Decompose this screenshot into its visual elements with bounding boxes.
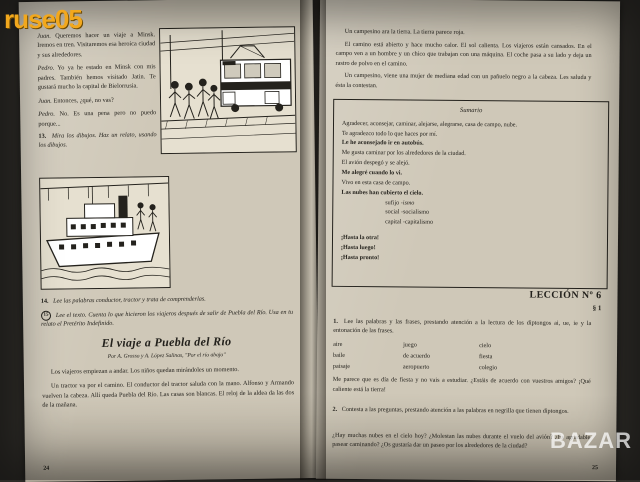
continued-story-text <box>335 27 592 96</box>
story-paragraph: Los viajeros empiezan a andar. Los niños quedan mirándoles un momento. <box>42 364 294 377</box>
vocab-line: Le he aconsejado ir en autobús. <box>342 139 600 151</box>
word-cell: baile <box>333 351 403 361</box>
derivation-left: social <box>385 210 399 216</box>
word-cell: fiesta <box>479 352 539 362</box>
word-cell: de acuerdo <box>403 351 479 361</box>
exercise-text: Mira los dibujos. Haz un relato, usando los dibujos. <box>39 131 157 149</box>
word-cell: paisaje <box>333 362 403 372</box>
exclamation-line: ¡Hasta pronto! <box>341 254 599 266</box>
derivation-left: sufijo <box>385 200 399 206</box>
right-page <box>316 0 620 481</box>
exercise-13 <box>38 131 156 151</box>
word-cell: aeropuerto <box>403 363 479 373</box>
vocab-line: Vivo en esta casa de campo. <box>341 179 599 191</box>
word-cell: colegio <box>479 363 539 373</box>
exclamation-line: ¡Hasta luego! <box>341 244 599 256</box>
vocab-line: Me alegré cuando lo vi. <box>342 169 600 181</box>
story-paragraph: El camino está abierto y hace mucho calor. El sol calienta. Los viajeros están cansados. En el campo ven a un hombre y un chico que trabajan con una máquina. El coche pasa a su lado y deja un rastro de polvo en el camino. <box>335 39 591 70</box>
vocab-line: Las nubes han cubierto el cielo. <box>341 189 599 201</box>
dialog-line <box>38 108 156 129</box>
dialog-text: No. Es una pena pero no puedo porque... <box>38 109 156 127</box>
exercise-number: 1. <box>333 317 338 326</box>
exercise-text: Lee el texto. Cuenta lo que hicieron los viajeros después de salir de Puebla del Río. Usa en tu relato el Pretérito Indefinido. <box>41 309 293 329</box>
dialog-speaker: Juan. <box>38 97 52 104</box>
summary-title: Sumario <box>342 105 600 118</box>
lesson-heading: LECCIÓN Nº 6 <box>529 289 601 304</box>
ship-and-pier-illustration <box>39 176 171 290</box>
story-paragraph: Un tractor va por el camino. El conductor del tractor saluda con la mano. Alfonso y Armando vuelven la cabeza. Allí queda Puebla del Río. Las casas son blancas. El reloj de la aldea da las dos de la mañana. <box>42 378 294 411</box>
dialog-text: Queremos hacer un viaje a Minsk. Iremos en tren. Visitaremos esa heroica ciudad y sus alrededores. <box>37 31 155 59</box>
exercise-number: 14. <box>41 298 49 307</box>
dialog-line <box>38 95 156 106</box>
story-paragraph: Un campesino ara la tierra. La tierra parece roja. <box>336 27 592 39</box>
dialog-speaker: Juan. <box>37 33 51 40</box>
exercise-2 <box>332 405 590 417</box>
vocab-line: El avión despegó y se alejó. <box>342 159 600 171</box>
dialog-text: Yo ya he estado en Minsk con mis padres. También hemos visitado Jatin. Te gustará mucho la capital de Bielorrusia. <box>38 63 156 91</box>
story-paragraph: Un campesino, viene una mujer de mediana edad con un pañuelo negro a la cabeza. Les saluda y ésta la contestan. <box>335 71 591 92</box>
page-number-left: 24 <box>43 465 49 474</box>
dialog-speaker: Pedro. <box>38 65 55 72</box>
exercise-1 <box>333 317 592 396</box>
story-byline: Por A. Grosso y A. López Salinas, "Por el río abajo" <box>42 350 292 362</box>
exercise-number: 2. <box>332 405 337 414</box>
dialog-text: Entonces, ¿qué, no vas? <box>53 96 113 104</box>
dialog-block <box>37 30 157 155</box>
exclamation-line: ¡Hasta la otra! <box>341 234 599 246</box>
word-cell: juego <box>403 340 479 350</box>
exercise-3-questions: ¿Hay muchas nubes en el cielo hoy? ¿Molestan las nubes durante el vuelo del avión? ¿Es agradable pasear caminando? ¿Os gustaría dar un paseo por los alrededores de la ciudad? <box>332 431 590 452</box>
exercise-number-circled: 15 <box>41 311 51 321</box>
word-grid <box>333 339 533 373</box>
left-page <box>19 0 320 482</box>
derivation-left: capital <box>385 220 401 226</box>
exercise-1-instruction <box>333 317 591 338</box>
tram-illustration-svg <box>160 27 296 153</box>
exercise-14 <box>41 294 293 307</box>
story-body <box>42 364 295 415</box>
exercise-text: Lee las palabras y las frases, prestando atención a la lectura de los diptongos ai, ue, ie y la entonación de las frases. <box>333 318 591 335</box>
exercise-text: Lee las palabras conductor, tractor y trata de comprenderlas. <box>53 295 206 304</box>
dialog-line <box>38 62 156 92</box>
story-title: El viaje a Puebla del Río <box>41 332 291 353</box>
exercise-text: Contesta a las preguntas, prestando atención a las palabras en negrilla que tienen diptongos. <box>342 406 569 415</box>
summary-vocabulary-box <box>332 99 610 289</box>
derivation-right: -socialismo <box>401 210 429 216</box>
vocab-line: Agradecer, aconsejar, caminar, alejarse, alegrarse, casa de campo, nube. <box>342 120 600 132</box>
derivation-right: -ismo <box>401 200 415 206</box>
ship-illustration-svg <box>40 177 170 289</box>
derivation-line <box>385 219 599 231</box>
vocab-line: Me gusta caminar por los alrededores de la ciudad. <box>342 149 600 161</box>
word-cell: cielo <box>479 341 539 351</box>
exercise-15 <box>41 307 293 330</box>
word-cell: aire <box>333 339 403 349</box>
dialog-speaker: Pedro. <box>38 111 55 118</box>
tram-and-passengers-illustration <box>159 26 297 154</box>
vocab-line: Te agradezco todo lo que haces por mí. <box>342 129 600 141</box>
exercise-number: 13. <box>38 133 46 142</box>
section-mark: § 1 <box>593 303 602 313</box>
page-number-right: 25 <box>592 464 598 473</box>
exercise-1-sentences: Me parece que es día de fiesta y no vais a estudiar. ¿Estáis de acuerdo con vuestros amigos? ¡Qué caliente está la tierra! <box>333 375 591 396</box>
derivation-right: -capitalismo <box>403 220 433 226</box>
watermark-bazar: BAZAR <box>550 428 632 454</box>
watermark-ruse05: ruse05 <box>4 4 82 35</box>
